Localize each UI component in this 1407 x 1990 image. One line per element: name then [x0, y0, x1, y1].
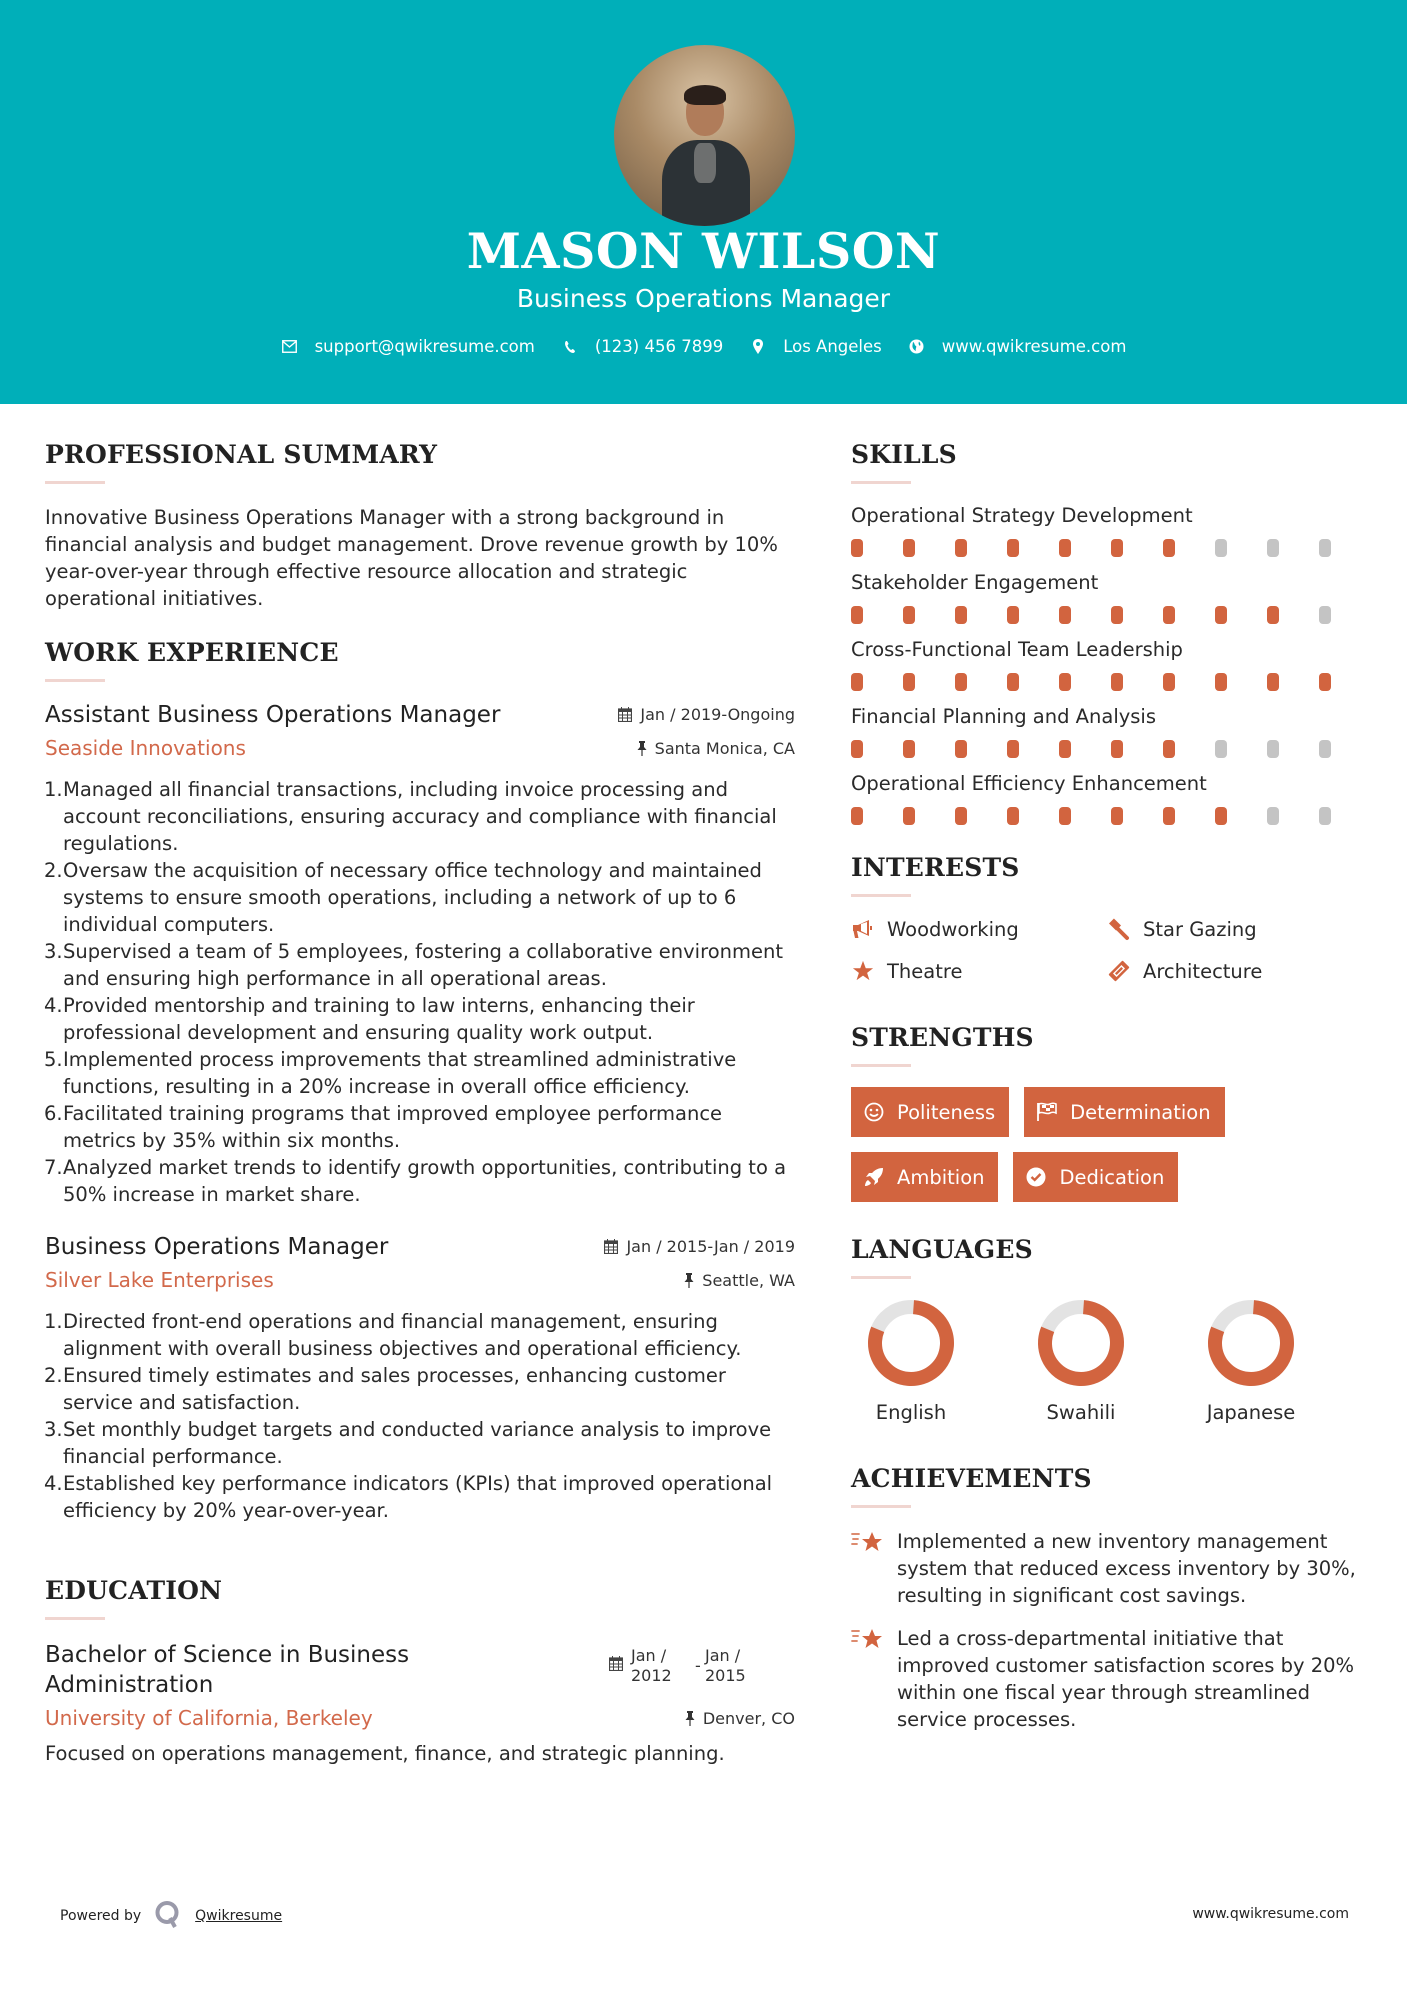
section-title: ACHIEVEMENTS: [851, 1464, 1092, 1493]
gavel-icon: [1107, 917, 1131, 941]
qwikresume-link[interactable]: Qwikresume: [195, 1908, 283, 1924]
rating-dot-filled: [851, 673, 863, 691]
job-location-text: Seattle, WA: [702, 1270, 795, 1290]
rating-dot-filled: [955, 606, 967, 624]
language-donut-chart: [867, 1299, 955, 1387]
rating-dot-filled: [1163, 606, 1175, 624]
job-location-text: Santa Monica, CA: [654, 738, 795, 758]
interests-list: [851, 917, 1371, 983]
flag-checkered-icon: [1036, 1101, 1058, 1123]
skill-item: [851, 504, 1371, 557]
language-name: Japanese: [1206, 1401, 1296, 1424]
section-divider: [45, 679, 105, 682]
section-divider: [45, 481, 105, 484]
skill-rating: [851, 673, 1371, 691]
skill-item: [851, 772, 1371, 825]
contact-phone[interactable]: [561, 337, 723, 356]
skill-rating: [851, 740, 1371, 758]
degree-title: Bachelor of Science in Business Administration: [45, 1642, 410, 1698]
candidate-name: MASON WILSON: [466, 222, 941, 280]
section-divider: [851, 481, 911, 484]
calendar-icon: [618, 707, 632, 722]
company-name: Seaside Innovations: [45, 736, 246, 760]
envelope-icon: [281, 338, 299, 356]
interest-item: Woodworking: [851, 917, 1107, 941]
skill-rating: [851, 807, 1371, 825]
rating-dot-filled: [1007, 606, 1019, 624]
skill-item: [851, 705, 1371, 758]
language-donut-chart: [1207, 1299, 1295, 1387]
professional-summary-section: [45, 440, 795, 612]
map-marker-icon: [749, 338, 767, 356]
rating-dot-filled: [1163, 539, 1175, 557]
calendar-icon: [609, 1656, 623, 1671]
start-year: 2012: [631, 1666, 672, 1685]
ticket-icon: [1107, 959, 1131, 983]
rating-dot-filled: [1215, 606, 1227, 624]
section-title: EDUCATION: [45, 1576, 223, 1605]
job-date-text: Jan / 2019-Ongoing: [640, 705, 795, 724]
job-date: [618, 705, 795, 724]
section-divider: [851, 1276, 911, 1279]
section-title: LANGUAGES: [851, 1235, 1033, 1264]
language-name: Swahili: [1046, 1401, 1116, 1424]
job-bullet: 5. Implemented process improvements that streamlined administrative functions, resulting in a 20% increase in overall office efficiency.: [44, 1048, 737, 1098]
rating-dot-filled: [1163, 740, 1175, 758]
job-bullet: 2. Ensured timely estimates and sales processes, enhancing customer service and satisfaction.: [44, 1364, 726, 1414]
job-bullet: 2. Oversaw the acquisition of necessary office technology and maintained systems to ensure smooth operations, including a network of up to 6 individual computers.: [44, 859, 762, 936]
photo-hair: [684, 85, 726, 105]
qwikresume-logo-icon: [155, 1900, 181, 1932]
rating-dot-filled: [851, 807, 863, 825]
strength-badge: Ambition: [851, 1152, 998, 1202]
left-column: [45, 440, 795, 1793]
section-title: WORK EXPERIENCE: [45, 638, 339, 667]
footer-website-link[interactable]: www.qwikresume.com: [1192, 1906, 1349, 1922]
interest-item: Architecture: [1107, 959, 1363, 983]
section-divider: [45, 1617, 105, 1620]
rating-dot-filled: [903, 539, 915, 557]
job-bullet: 1. Managed all financial transactions, including invoice processing and account reconciliations, ensuring accuracy and compliance with financial regulations.: [44, 778, 777, 855]
section-divider: [851, 894, 911, 897]
language-item: [1021, 1299, 1191, 1424]
rating-dot-filled: [1319, 673, 1331, 691]
job-bullet: 4. Provided mentorship and training to law interns, enhancing their professional development and ensuring quality work output.: [44, 994, 695, 1044]
rating-dot-filled: [903, 673, 915, 691]
section-divider: [851, 1064, 911, 1067]
language-name: English: [875, 1401, 947, 1424]
rating-dot-empty: [1319, 807, 1331, 825]
contact-email-text: support@qwikresume.com: [314, 337, 535, 356]
skill-name: Cross-Functional Team Leadership: [851, 638, 1183, 661]
smile-icon: [863, 1101, 885, 1123]
rating-dot-filled: [1007, 740, 1019, 758]
calendar-icon: [604, 1239, 618, 1254]
achievement-item: Implemented a new inventory management system that reduced excess inventory by 30%, resulting in significant cost savings.: [851, 1528, 1371, 1609]
rating-dot-filled: [1111, 807, 1123, 825]
rating-dot-filled: [851, 606, 863, 624]
rating-dot-filled: [1111, 539, 1123, 557]
rating-dot-filled: [1267, 606, 1279, 624]
language-item: [851, 1299, 1021, 1424]
job-bullet: 1. Directed front-end operations and financial management, ensuring alignment with overall business objectives and operational efficiency.: [44, 1310, 742, 1360]
section-title: INTERESTS: [851, 853, 1020, 882]
rating-dot-filled: [1111, 606, 1123, 624]
photo-shirt: [694, 143, 716, 183]
rating-dot-empty: [1267, 740, 1279, 758]
language-donut-chart: [1037, 1299, 1125, 1387]
achievement-item: Led a cross-departmental initiative that improved customer satisfaction scores by 20% within one fiscal year through streamlined service processes.: [851, 1625, 1371, 1733]
thumbtack-icon: [685, 1711, 695, 1726]
rating-dot-filled: [955, 807, 967, 825]
rating-dot-empty: [1215, 740, 1227, 758]
rating-dot-filled: [1007, 807, 1019, 825]
rating-dot-filled: [903, 606, 915, 624]
section-divider: [851, 1505, 911, 1508]
job-bullet: 4. Established key performance indicators (KPIs) that improved operational efficiency by 20% year-over-year.: [44, 1472, 773, 1522]
job-bullet: 7. Analyzed market trends to identify growth opportunities, contributing to a 50% increase in market share.: [44, 1156, 787, 1206]
shooting-star-icon: [851, 1625, 885, 1655]
job-bullet: 3. Supervised a team of 5 employees, fostering a collaborative environment and ensuring high performance in all operational areas.: [44, 940, 783, 990]
skill-name: Stakeholder Engagement: [851, 571, 1099, 594]
date-dash: -: [695, 1656, 701, 1675]
skills-section: [851, 440, 1371, 825]
right-column: [851, 440, 1371, 1749]
job-location: [684, 1271, 795, 1290]
rating-dot-filled: [1163, 807, 1175, 825]
rating-dot-filled: [955, 539, 967, 557]
rating-dot-filled: [1267, 673, 1279, 691]
job-date-text: Jan / 2015-Jan / 2019: [626, 1237, 795, 1256]
rating-dot-empty: [1319, 606, 1331, 624]
skill-item: [851, 638, 1371, 691]
education-description: Focused on operations management, finance, and strategic planning.: [45, 1742, 725, 1765]
job-entry: [45, 1234, 795, 1524]
rating-dot-empty: [1319, 539, 1331, 557]
contact-email[interactable]: [281, 337, 535, 356]
strengths-section: [851, 1023, 1371, 1217]
powered-by-label: Powered by: [60, 1908, 142, 1924]
job-date: [604, 1237, 795, 1256]
education-location: [685, 1709, 795, 1728]
skill-name: Operational Strategy Development: [851, 504, 1193, 527]
profile-photo: [614, 45, 795, 226]
strength-badge: Determination: [1024, 1087, 1224, 1137]
education-location-text: Denver, CO: [702, 1708, 795, 1728]
skill-rating: [851, 606, 1371, 624]
phone-icon: [561, 338, 579, 356]
education-dates: [609, 1646, 765, 1686]
strengths-list: [851, 1087, 1371, 1217]
candidate-title: Business Operations Manager: [516, 284, 891, 313]
resume-header: [0, 0, 1407, 404]
rating-dot-filled: [1007, 673, 1019, 691]
job-title: Business Operations Manager: [45, 1234, 389, 1260]
rating-dot-filled: [1111, 740, 1123, 758]
contact-bar: [0, 337, 1407, 356]
strength-badge: Politeness: [851, 1087, 1009, 1137]
thumbtack-icon: [684, 1273, 694, 1288]
star-icon: [851, 959, 875, 983]
languages-list: [851, 1299, 1371, 1424]
rating-dot-filled: [1059, 740, 1071, 758]
end-month: Jan /: [705, 1646, 741, 1665]
contact-website-text: www.qwikresume.com: [941, 337, 1127, 356]
rating-dot-filled: [1059, 539, 1071, 557]
contact-phone-text: (123) 456 7899: [594, 337, 724, 356]
footer-powered-by: [60, 1900, 282, 1932]
job-title: Assistant Business Operations Manager: [45, 702, 501, 728]
strength-badge: Dedication: [1013, 1152, 1178, 1202]
achievements-section: [851, 1464, 1371, 1733]
rating-dot-empty: [1319, 740, 1331, 758]
school-name: University of California, Berkeley: [45, 1706, 373, 1730]
rating-dot-filled: [1215, 673, 1227, 691]
interest-item: Theatre: [851, 959, 1107, 983]
job-bullet: 6. Facilitated training programs that improved employee performance metrics by 35% within six months.: [44, 1102, 723, 1152]
rating-dot-filled: [955, 740, 967, 758]
skill-name: Operational Efficiency Enhancement: [851, 772, 1207, 795]
job-bullet: 3. Set monthly budget targets and conducted variance analysis to improve financial performance.: [44, 1418, 772, 1468]
section-title: PROFESSIONAL SUMMARY: [45, 440, 438, 469]
globe-icon: [908, 338, 926, 356]
thumbtack-icon: [637, 741, 647, 756]
rating-dot-filled: [1111, 673, 1123, 691]
skills-list: [851, 504, 1371, 825]
interest-item: Star Gazing: [1107, 917, 1363, 941]
rating-dot-filled: [1007, 539, 1019, 557]
contact-location: [749, 337, 882, 356]
rating-dot-empty: [1267, 539, 1279, 557]
rating-dot-empty: [1267, 807, 1279, 825]
work-experience-section: [45, 638, 795, 1524]
start-month: Jan /: [631, 1646, 667, 1665]
check-circle-icon: [1025, 1166, 1047, 1188]
job-bullets: [45, 776, 795, 1208]
end-year: 2015: [705, 1666, 746, 1685]
rating-dot-filled: [903, 807, 915, 825]
section-title: SKILLS: [851, 440, 957, 469]
languages-section: [851, 1235, 1371, 1424]
section-title: STRENGTHS: [851, 1023, 1034, 1052]
rating-dot-filled: [955, 673, 967, 691]
skill-item: [851, 571, 1371, 624]
job-entry: [45, 702, 795, 1208]
rating-dot-filled: [1059, 606, 1071, 624]
shooting-star-icon: [851, 1528, 885, 1558]
rating-dot-empty: [1215, 539, 1227, 557]
job-location: [637, 739, 795, 758]
skill-name: Financial Planning and Analysis: [851, 705, 1157, 728]
company-name: Silver Lake Enterprises: [45, 1268, 274, 1292]
interests-section: [851, 853, 1371, 983]
bullhorn-icon: [851, 917, 875, 941]
rocket-icon: [863, 1166, 885, 1188]
language-item: [1191, 1299, 1361, 1424]
rating-dot-filled: [1059, 807, 1071, 825]
summary-text: Innovative Business Operations Manager with a strong background in financial analysis and budget management. Drove revenue growth by 10% year-over-year through effective resource allocation and strategic operational initiatives.: [45, 506, 778, 610]
job-bullets: [45, 1308, 795, 1524]
rating-dot-filled: [851, 539, 863, 557]
rating-dot-filled: [1163, 673, 1175, 691]
contact-website[interactable]: [908, 337, 1127, 356]
rating-dot-filled: [1215, 807, 1227, 825]
skill-rating: [851, 539, 1371, 557]
education-section: [45, 1576, 795, 1767]
contact-location-text: Los Angeles: [783, 337, 882, 356]
rating-dot-filled: [851, 740, 863, 758]
rating-dot-filled: [1059, 673, 1071, 691]
rating-dot-filled: [903, 740, 915, 758]
